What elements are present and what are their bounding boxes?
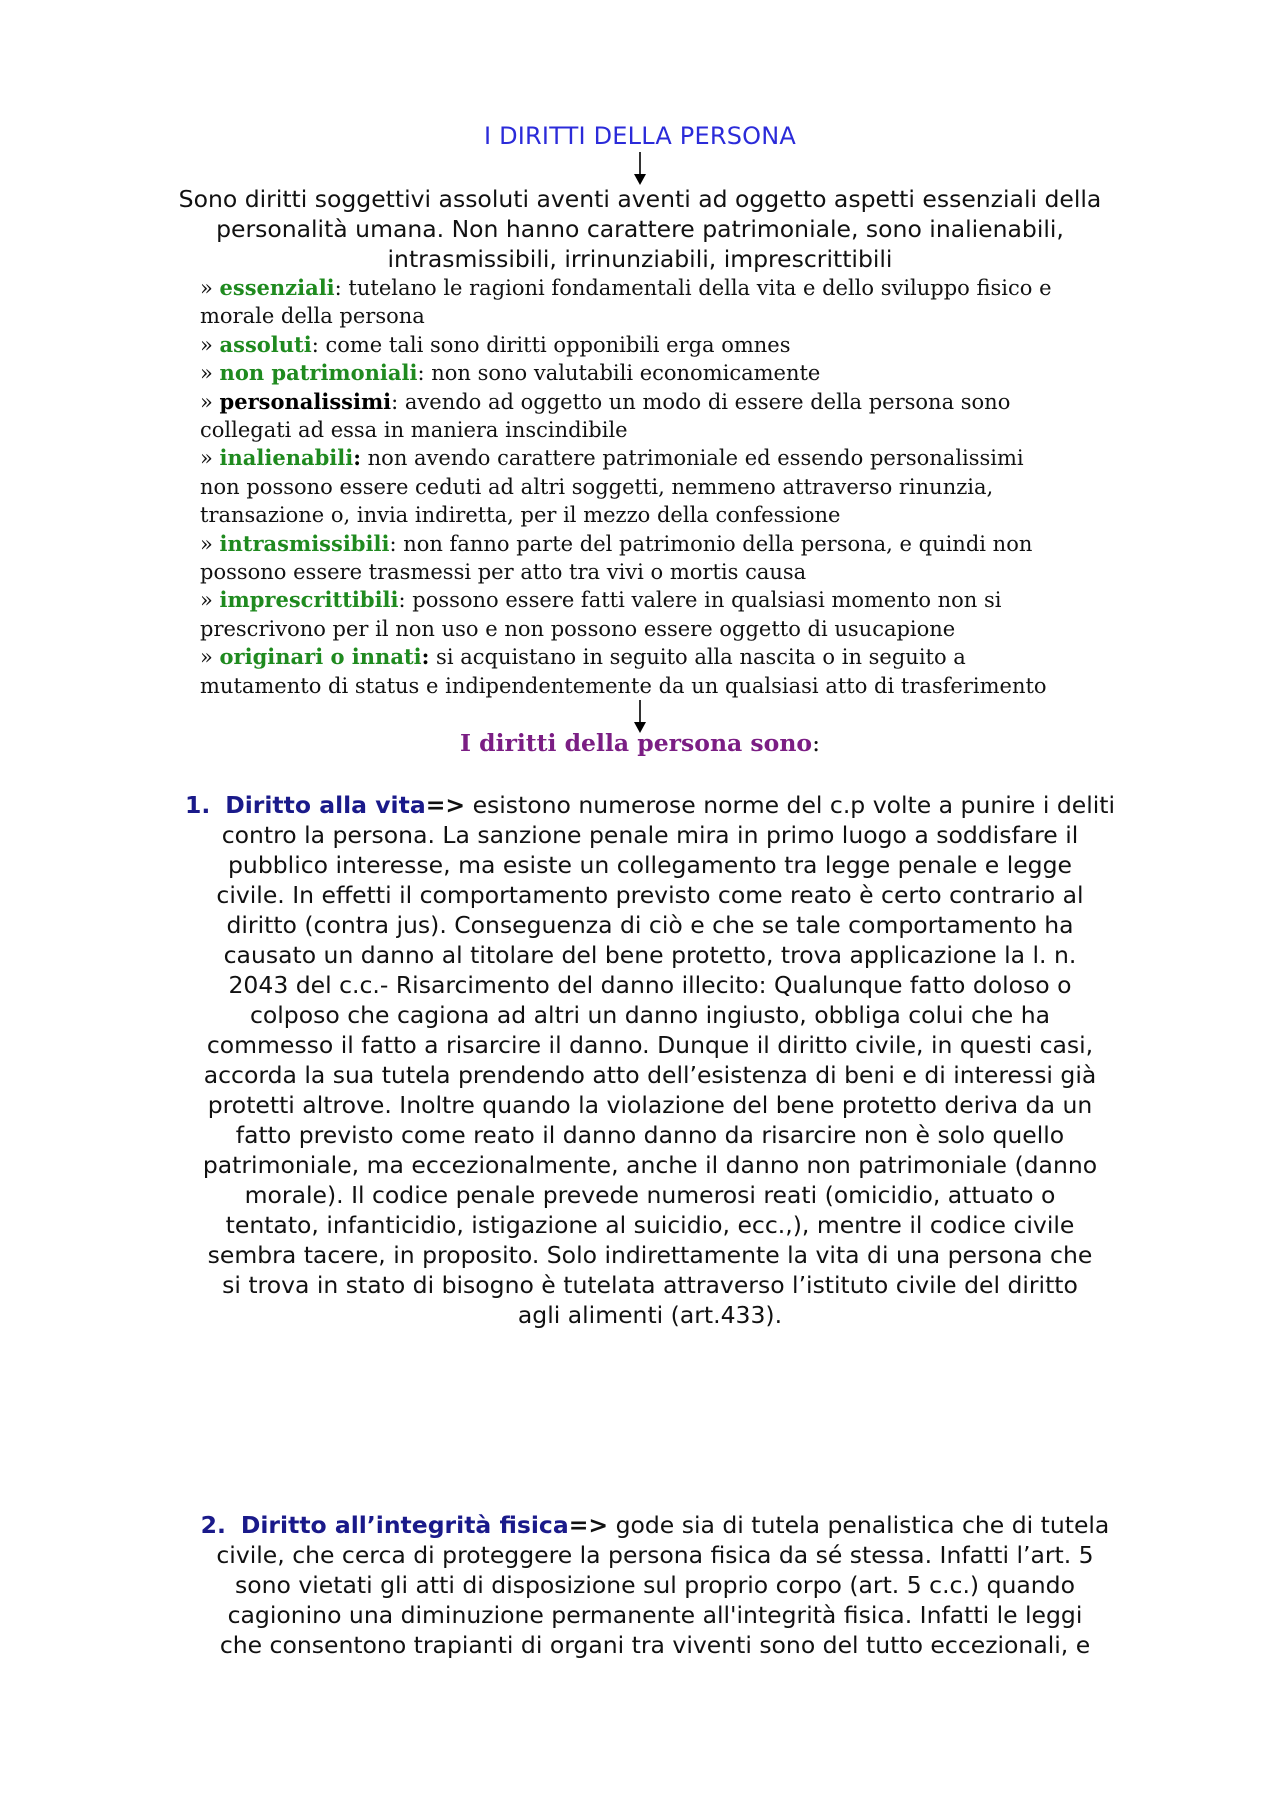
item-text: non sono valutabili economicamente (424, 361, 821, 386)
intro-line: personalità umana. Non hanno carattere patrimoniale, sono inalienabili, (216, 215, 1064, 243)
section-line: commesso il fatto a risarcire il danno. Dunque il diritto civile, in questi casi, (206, 1031, 1094, 1059)
section-line: pubblico interesse, ma esiste un collegamento tra legge penale e legge (228, 851, 1072, 879)
item-text-cont: prescrivono per il non uso e non possono essere oggetto di usucapione (200, 616, 956, 641)
item-text: non fanno parte del patrimonio della persona, e quindi non (396, 531, 1033, 556)
section-first-line (125, 790, 1175, 820)
list-item (200, 388, 1200, 445)
item-text-cont: morale della persona (200, 304, 425, 329)
section-line: colposo che cagiona ad altri un danno ingiusto, obbliga colui che ha (249, 1001, 1051, 1029)
section-line: che consentono trapianti di organi tra viventi sono del tutto eccezionali, e (219, 1631, 1091, 1659)
intro-line: intrasmissibili, irrinunziabili, imprescrittibili (387, 245, 893, 273)
term-label: inalienabili (219, 445, 354, 471)
section-line: tentato, infanticidio, istigazione al suicidio, ecc.,), mentre il codice civile (225, 1211, 1075, 1239)
list-item (200, 530, 1200, 587)
section-line: contro la persona. La sanzione penale mira in primo luogo a soddisfare il (221, 821, 1079, 849)
section-line: civile. In effetti il comportamento previsto come reato è certo contrario al (216, 881, 1084, 909)
section-line: sembra tacere, in proposito. Solo indirettamente la vita di una persona che (207, 1241, 1093, 1269)
section-integrita-fisica (135, 1510, 1175, 1660)
item-text: si acquistano in seguito alla nascita o in seguito a (429, 645, 966, 670)
subheading (0, 729, 1280, 757)
subheading-text: I diritti della persona sono (459, 729, 813, 757)
bullet-marker: » (200, 446, 213, 471)
section-line: causato un danno al titolare del bene protetto, trova applicazione la l. n. (223, 941, 1077, 969)
bullet-marker: » (200, 389, 213, 414)
section-line: si trova in stato di bisogno è tutelata attraverso l’istituto civile del diritto (222, 1271, 1078, 1299)
list-item (200, 359, 1200, 387)
section-number: 2. (200, 1511, 226, 1539)
section-diritto-vita (125, 790, 1175, 1330)
item-text: come tali sono diritti opponibili erga omnes (318, 332, 791, 357)
section-line: cagionino una diminuzione permanente all'integrità fisica. Infatti le leggi (227, 1601, 1083, 1629)
item-text-cont: mutamento di status e indipendentemente da un qualsiasi atto di trasferimento (200, 673, 1047, 698)
intro-line: Sono diritti soggettivi assoluti aventi aventi ad oggetto aspetti essenziali della (178, 185, 1102, 213)
bullet-marker: » (200, 332, 213, 357)
section-arrow: => (568, 1511, 609, 1539)
item-text: possono essere fatti valere in qualsiasi momento non si (405, 588, 1002, 613)
section-line: accorda la sua tutela prendendo atto dell’esistenza di beni e di interessi già (203, 1061, 1097, 1089)
term-separator: : (421, 644, 430, 670)
term-label: intrasmissibili (219, 530, 390, 556)
section-arrow: => (425, 791, 466, 819)
term-label: originari o innati (219, 644, 422, 670)
characteristics-list (200, 274, 1200, 700)
term-separator: : (311, 332, 319, 357)
subheading-suffix: : (812, 729, 821, 757)
bullet-marker: » (200, 276, 213, 300)
list-item (200, 274, 1200, 331)
list-item (200, 444, 1200, 529)
item-text: tutelano le ragioni fondamentali della vita e dello sviluppo fisico e (341, 276, 1052, 300)
bullet-marker: » (200, 361, 213, 386)
bullet-marker: » (200, 588, 213, 613)
term-separator: : (398, 588, 406, 613)
term-separator: : (389, 531, 397, 556)
list-item (200, 643, 1200, 700)
term-separator: : (417, 361, 425, 386)
term-separator: : (391, 389, 399, 414)
item-text: avendo ad oggetto un modo di essere della persona sono (398, 389, 1011, 414)
section-number: 1. (184, 791, 211, 819)
list-item (200, 586, 1200, 643)
section-text: gode sia di tutela penalistica che di tutela (608, 1511, 1110, 1539)
item-text: non avendo carattere patrimoniale ed essendo personalissimi (360, 446, 1024, 471)
section-heading: Diritto all’integrità fisica (240, 1511, 569, 1539)
section-first-line (135, 1510, 1175, 1540)
list-item (200, 331, 1200, 359)
bullet-marker: » (200, 531, 213, 556)
section-line: patrimoniale, ma eccezionalmente, anche il danno non patrimoniale (danno (202, 1151, 1098, 1179)
down-arrow-icon (632, 152, 648, 186)
term-label: personalissimi (219, 388, 392, 414)
term-label: assoluti (219, 331, 312, 357)
intro-paragraph (100, 184, 1180, 274)
item-text-cont: possono essere trasmessi per atto tra vivi o mortis causa (200, 560, 807, 585)
term-label: non patrimoniali (219, 360, 418, 386)
section-line: morale). Il codice penale prevede numerosi reati (omicidio, attuato o (244, 1181, 1056, 1209)
bullet-marker: » (200, 645, 213, 670)
term-separator: : (353, 445, 361, 471)
section-line: agli alimenti (art.433). (517, 1301, 783, 1329)
item-text-cont: transazione o, invia indiretta, per il mezzo della confessione (200, 503, 841, 528)
term-label: essenziali (219, 275, 335, 300)
item-text-cont: collegati ad essa in maniera inscindibile (200, 418, 628, 443)
section-line: protetti altrove. Inoltre quando la violazione del bene protetto deriva da un (207, 1091, 1093, 1119)
section-line: civile, che cerca di proteggere la persona fisica da sé stessa. Infatti l’art. 5 (216, 1541, 1094, 1569)
page-title: I DIRITTI DELLA PERSONA (483, 122, 797, 150)
section-line: diritto (contra jus). Conseguenza di ciò e che se tale comportamento ha (226, 911, 1074, 939)
term-label: imprescrittibili (219, 587, 399, 613)
section-line: sono vietati gli atti di disposizione sul proprio corpo (art. 5 c.c.) quando (235, 1571, 1075, 1599)
section-text: esistono numerose norme del c.p volte a punire i deliti (465, 791, 1116, 819)
term-separator: : (334, 276, 342, 300)
item-text-cont: non possono essere ceduti ad altri soggetti, nemmeno attraverso rinunzia, (200, 474, 994, 499)
section-heading: Diritto alla vita (225, 791, 426, 819)
section-line: fatto previsto come reato il danno danno da risarcire non è solo quello (235, 1121, 1065, 1149)
section-line: 2043 del c.c.- Risarcimento del danno illecito: Qualunque fatto doloso o (228, 971, 1072, 999)
